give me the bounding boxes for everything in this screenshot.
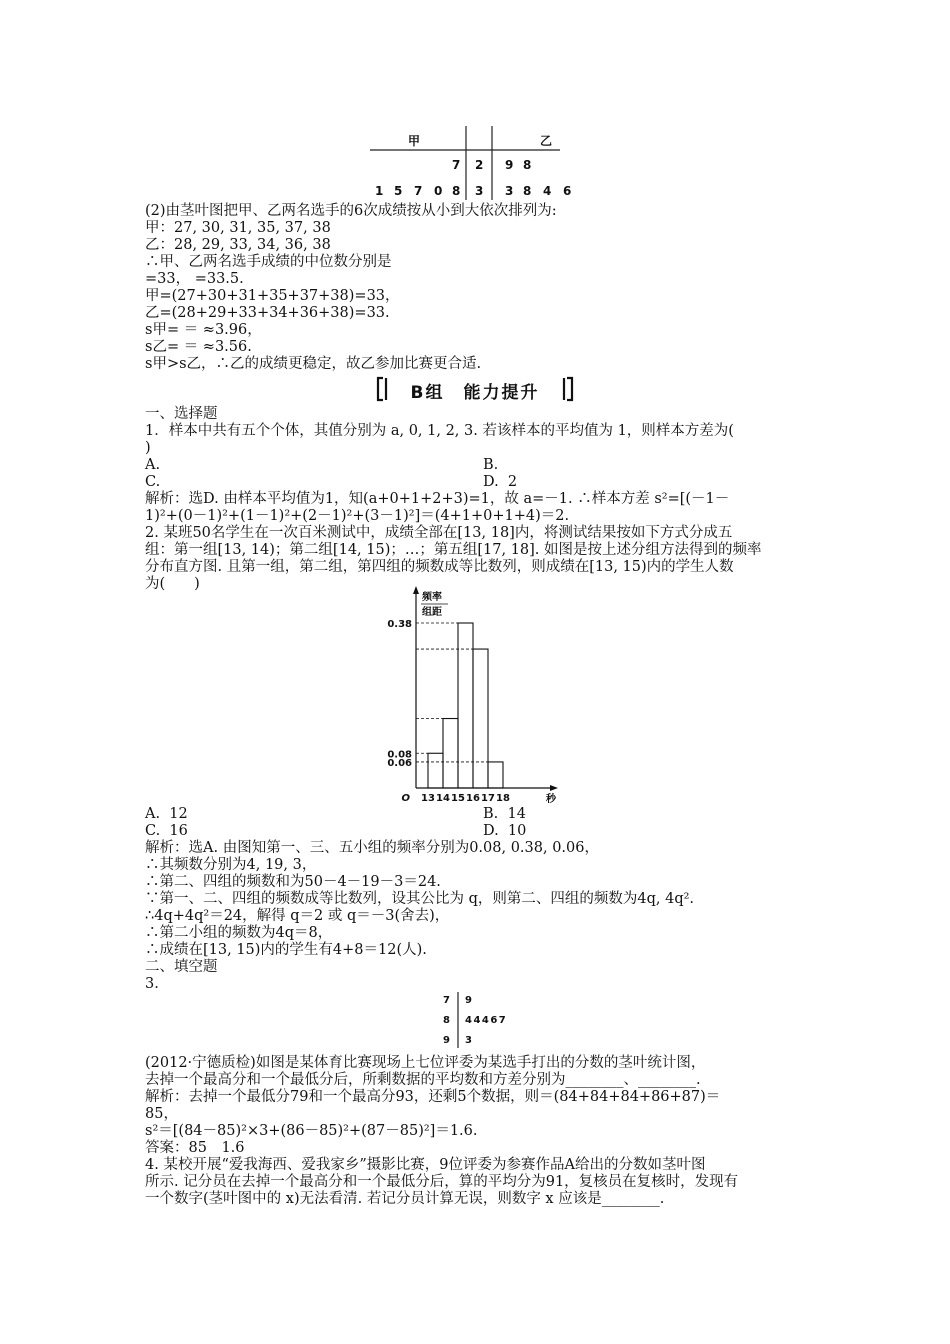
text-line: 一、选择题: [145, 406, 218, 422]
right-header: 乙: [540, 134, 553, 148]
text-line: (2)由茎叶图把甲、乙两名选手的6次成绩按从小到大依次排列为:: [145, 203, 557, 219]
left-header: 甲: [408, 134, 421, 148]
x-tick-label: 15: [451, 793, 465, 804]
row2-left-leaf: 8: [452, 184, 461, 198]
stem-leaf-lines: [0, 0, 950, 210]
x-tick-label: 16: [466, 793, 480, 804]
origin-label: O: [401, 793, 410, 804]
y-tick-label: 0.08: [387, 749, 412, 761]
text-line: (2012·宁德质检)如图是某体育比赛现场上七位评委为某选手打出的分数的茎叶统计图，: [145, 1055, 706, 1071]
text-line: 1)²+(0－1)²+(1－1)²+(2－1)²+(3－1)²]＝(4+1+0+1+4)＝2.: [145, 508, 570, 524]
x-tick-label: 17: [481, 793, 495, 804]
y-tick-label: 0.38: [387, 619, 412, 630]
row1-stem: 2: [475, 158, 484, 172]
text-line: 所示. 记分员在去掉一个最高分和一个最低分后，算的平均分为91，复核员在复核时，发现有: [145, 1174, 739, 1190]
x-tick-label: 13: [421, 793, 435, 804]
text-line: 解析：去掉一个最低分79和一个最高分93，还剩5个数据，则＝(84+84+84+86+87)＝: [145, 1089, 721, 1105]
text-line: ∴第二、四组的频数和为50－4－19－3＝24.: [145, 874, 441, 890]
q2-option-b: B. 14: [483, 806, 526, 822]
text-line: ∴第二小组的频数为4q＝8，: [145, 925, 333, 941]
answer-line: 答案：85 1.6: [145, 1140, 245, 1156]
row2-left-leaf: 5: [394, 184, 403, 198]
frequency-histogram: [370, 580, 570, 805]
text-line: 乙：28, 29, 33, 34, 36, 38: [145, 237, 331, 253]
text-line: ∴其频数分别为4, 19, 3，: [145, 857, 317, 873]
row1-right-leaf: 8: [523, 158, 532, 172]
row2-right-leaf: 3: [505, 184, 514, 198]
row2-right-leaf: 6: [563, 184, 572, 198]
stem: 7: [443, 995, 450, 1006]
text-line: ∴甲、乙两名选手成绩的中位数分别是: [145, 254, 392, 270]
row2-right-leaf: 4: [543, 184, 552, 198]
text-line: =33， =33.5.: [145, 271, 244, 287]
q1-option-a: A.: [145, 457, 161, 473]
q1-option-c: C.: [145, 474, 161, 490]
text-line: s乙= ＝ ≈3.56.: [145, 339, 252, 355]
text-line: 解析：选D. 由样本平均值为1，知(a+0+1+2+3)=1，故 a=－1. ∴样本方差 s²=[(－1－: [145, 491, 730, 507]
row1-right-leaf: 9: [505, 158, 514, 172]
text-line: 3.: [145, 976, 159, 992]
text-line: 二、填空题: [145, 959, 218, 975]
stem: 9: [443, 1035, 450, 1046]
x-axis-arrow: [550, 785, 558, 791]
text-line: 2. 某班50名学生在一次百米测试中，成绩全部在[13, 18]内，将测试结果按如下方式分成五: [145, 525, 733, 541]
stem-divider: [453, 992, 463, 1050]
x-axis-label: 秒: [546, 794, 556, 805]
row2-left-leaf: 1: [375, 184, 384, 198]
leaves: 9: [465, 995, 472, 1006]
text-line: ): [145, 440, 151, 456]
y-axis-label-top: 频率: [422, 592, 442, 603]
q2-option-a: A. 12: [145, 806, 188, 822]
histogram-bar: [443, 719, 458, 788]
histogram-bar: [458, 623, 473, 788]
text-line: 乙=(28+29+33+34+36+38)=33.: [145, 305, 390, 321]
stem: 8: [443, 1015, 450, 1026]
text-line: s甲= ＝ ≈3.96，: [145, 322, 262, 338]
row2-right-leaf: 8: [523, 184, 532, 198]
text-line: 为( ): [145, 576, 200, 592]
q2-option-d: D. 10: [483, 823, 527, 839]
text-line: 甲：27, 30, 31, 35, 37, 38: [145, 220, 331, 236]
histogram-bar: [488, 762, 503, 788]
leaves: 3: [465, 1035, 472, 1046]
leaves: 4 4 4 6 7: [465, 1015, 505, 1026]
text-line: ∴4q+4q²＝24，解得 q＝2 或 q＝－3(舍去)，: [145, 908, 450, 924]
row1-left-leaf: 7: [452, 158, 461, 172]
text-line: 甲=(27+30+31+35+37+38)=33，: [145, 288, 400, 304]
text-line: ∴成绩在[13, 15)内的学生有4+8＝12(人).: [145, 942, 427, 958]
text-line: 85，: [145, 1106, 178, 1122]
text-line: 组：第一组[13, 14)；第二组[14, 15)；…；第五组[17, 18]. 如图是按上述分组方法得到的频率: [145, 542, 762, 558]
row2-left-leaf: 7: [414, 184, 423, 198]
text-line: 一个数字(茎叶图中的 x)无法看清. 若记分员计算无误，则数字 x 应该是________.: [145, 1191, 665, 1207]
q2-option-c: C. 16: [145, 823, 188, 839]
text-line: s²＝[(84－85)²×3+(86－85)²+(87－85)²]＝1.6.: [145, 1123, 478, 1139]
section-header: B组 能力提升: [410, 383, 540, 403]
text-line: 1．样本中共有五个个体，其值分别为 a, 0, 1, 2, 3. 若该样本的平均值为 1，则样本方差为(: [145, 423, 734, 439]
text-line: 分布直方图. 且第一组，第二组，第四组的频数成等比数列，则成绩在[13, 15)内的学生人数: [145, 559, 734, 575]
row2-stem: 3: [475, 184, 484, 198]
histogram-bar: [473, 649, 488, 788]
q1-option-b: B.: [483, 457, 499, 473]
y-axis-arrow: [413, 586, 419, 594]
q1-option-d: D. 2: [483, 474, 518, 490]
histogram-bar: [428, 753, 443, 788]
y-tick-label: 0.06: [387, 757, 412, 769]
row2-left-leaf: 0: [434, 184, 443, 198]
text-line: 去掉一个最高分和一个最低分后，所剩数据的平均数和方差分别为________、________.: [145, 1072, 701, 1088]
x-tick-label: 14: [436, 793, 450, 804]
y-axis-label-bottom: 组距: [422, 607, 442, 618]
text-line: 4. 某校开展“爱我海西、爱我家乡”摄影比赛，9位评委为参赛作品A给出的分数如茎叶图: [145, 1157, 706, 1173]
x-tick-label: 18: [496, 793, 510, 804]
text-line: ∵第一、二、四组的频数成等比数列，设其公比为 q，则第二、四组的频数为4q, 4q².: [145, 891, 695, 907]
text-line: s甲>s乙，∴乙的成绩更稳定，故乙参加比赛更合适.: [145, 356, 482, 372]
text-line: 解析：选A. 由图知第一、三、五小组的频率分别为0.08, 0.38, 0.06，: [145, 840, 599, 856]
